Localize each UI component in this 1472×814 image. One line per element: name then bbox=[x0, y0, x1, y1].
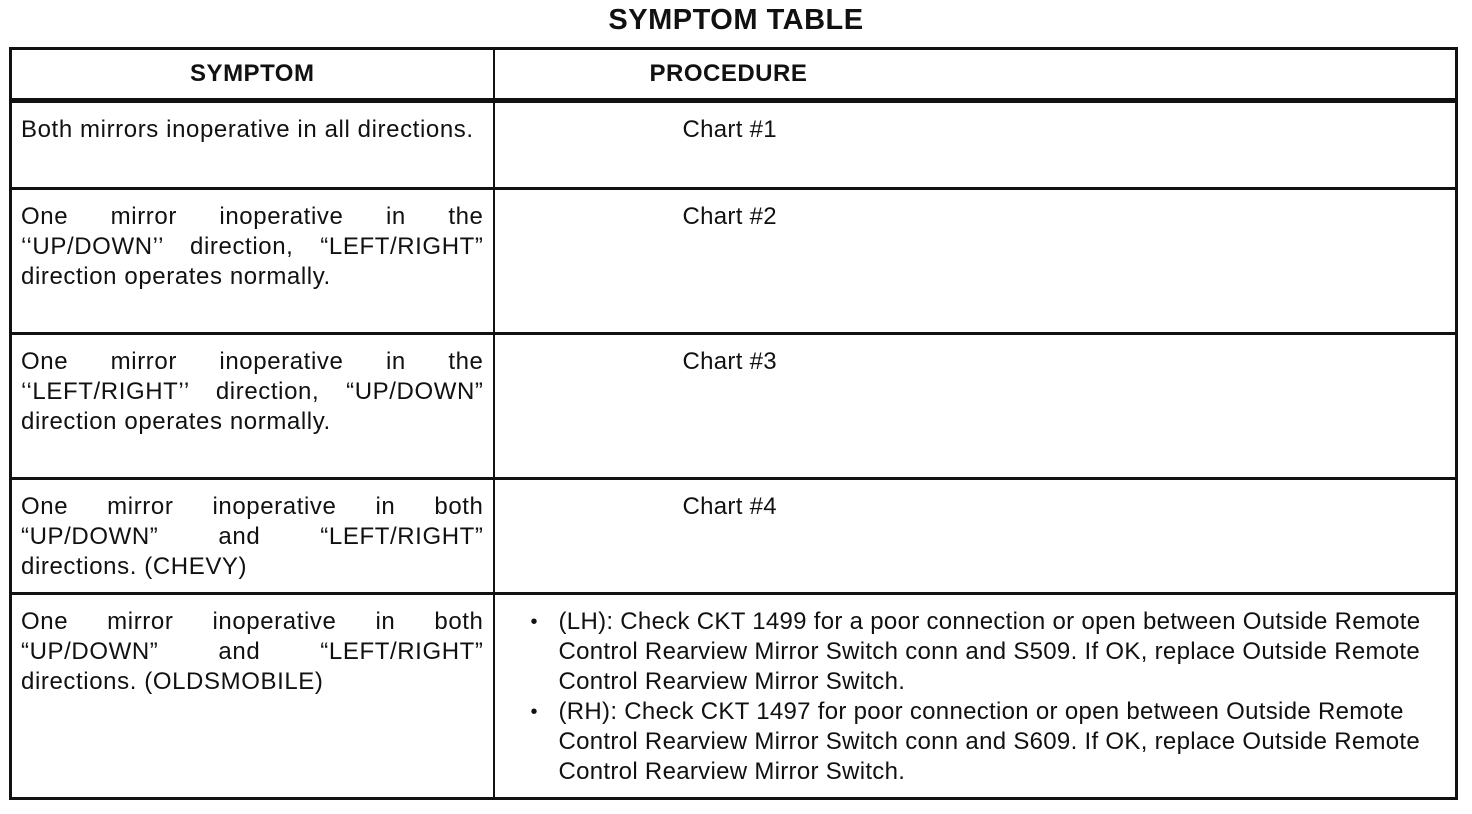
procedure-item-text: (RH): Check CKT 1497 for poor connection or open between Outside Remote Control Rearview Mirror Switch conn and S609. If OK, replace Outside Remote Control Rearview Mirror Switch. bbox=[558, 698, 1421, 785]
procedure-cell: Chart #2 bbox=[494, 189, 1457, 334]
symptom-cell: One mirror inoperative in both “UP/DOWN” and “LEFT/RIGHT” directions. (OLDSMOBILE) bbox=[11, 594, 494, 799]
bullet-icon: • bbox=[530, 701, 538, 723]
symptom-cell: One mirror inoperative in the ‘‘UP/DOWN’’ direction, “LEFT/RIGHT” direction operates normally. bbox=[11, 189, 494, 334]
symptom-table bbox=[9, 47, 1458, 800]
page-title: SYMPTOM TABLE bbox=[608, 4, 864, 36]
table-header-row bbox=[11, 49, 1457, 101]
symptom-cell: One mirror inoperative in both “UP/DOWN” and “LEFT/RIGHT” directions. (CHEVY) bbox=[11, 479, 494, 594]
procedure-cell: Chart #3 bbox=[494, 334, 1457, 479]
table-row bbox=[11, 189, 1457, 334]
procedure-list-item bbox=[531, 697, 1448, 787]
procedure-list-item bbox=[531, 607, 1448, 697]
procedure-cell: Chart #4 bbox=[494, 479, 1457, 594]
procedure-cell: Chart #1 bbox=[494, 101, 1457, 189]
table-row bbox=[11, 101, 1457, 189]
procedure-item-text: (LH): Check CKT 1499 for a poor connection or open between Outside Remote Control Rearview Mirror Switch conn and S509. If OK, replace Outside Remote Control Rearview Mirror Switch. bbox=[558, 608, 1421, 695]
table-row bbox=[11, 594, 1457, 799]
symptom-cell: One mirror inoperative in the ‘‘LEFT/RIGHT’’ direction, “UP/DOWN” direction operates normally. bbox=[11, 334, 494, 479]
symptom-cell: Both mirrors inoperative in all directions. bbox=[11, 101, 494, 189]
bullet-icon: • bbox=[530, 611, 538, 633]
header-symptom: SYMPTOM bbox=[11, 49, 494, 101]
header-procedure: PROCEDURE bbox=[494, 49, 1457, 101]
table-row bbox=[11, 334, 1457, 479]
procedure-cell bbox=[494, 594, 1457, 799]
table-row bbox=[11, 479, 1457, 594]
